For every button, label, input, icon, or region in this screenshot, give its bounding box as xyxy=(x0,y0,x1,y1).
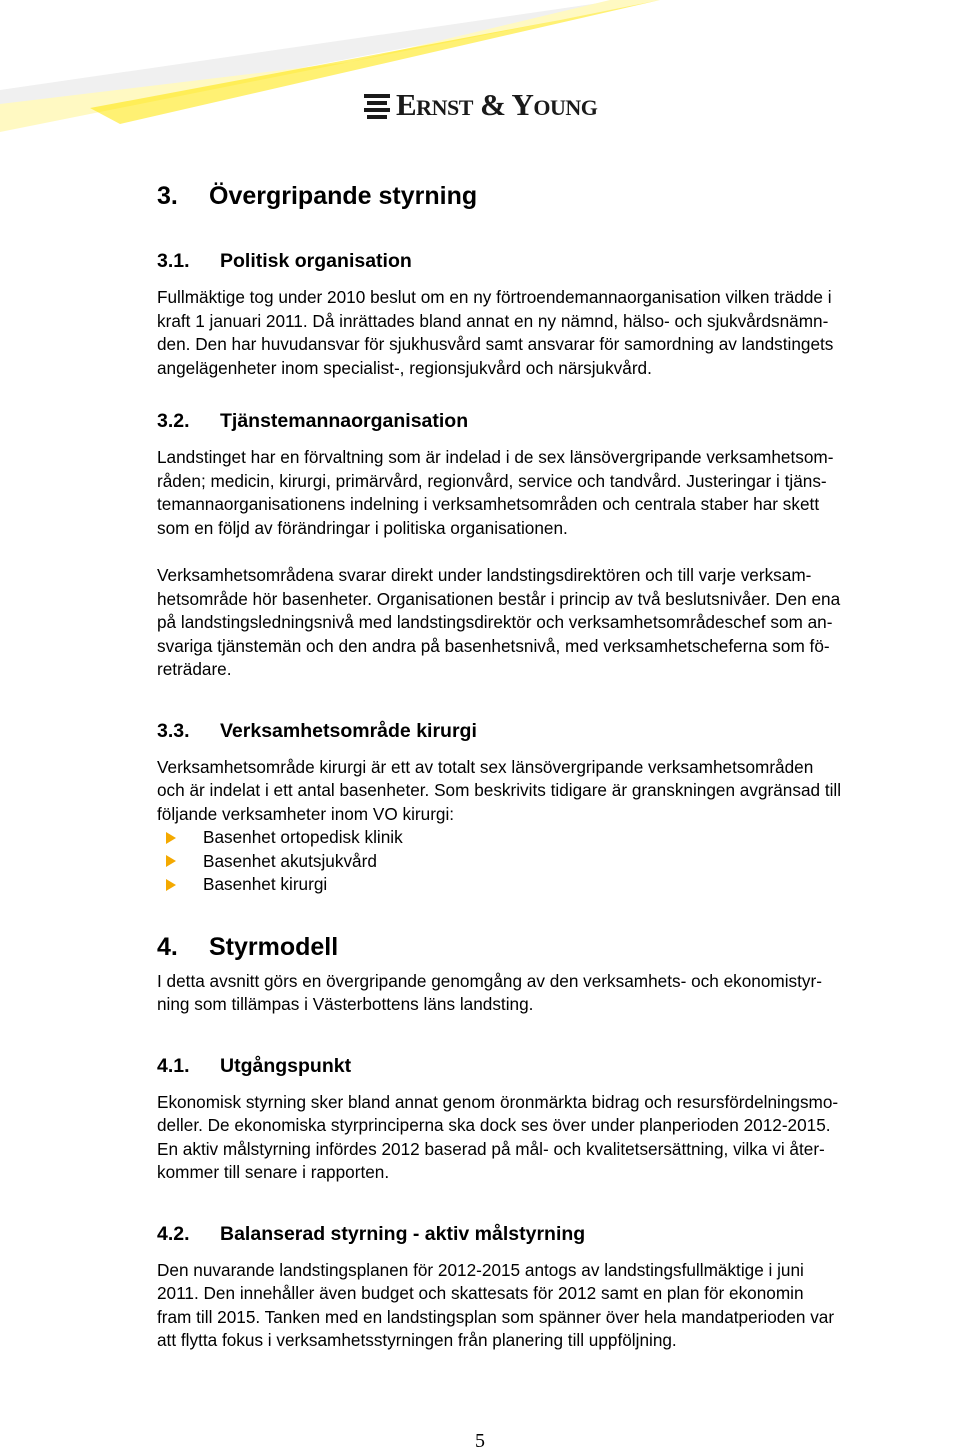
paragraph: Ekonomisk styrning sker bland annat genom öronmärkta bidrag och resursfördelningsmo- deller. De ekonomiska styrprinciperna ska dock ses över under planperioden 2012-2015. En aktiv målstyrning infördes 2012 baserad på mål- och kvalitetsersättning, vilka vi åter- kommer till senare i rapporten. xyxy=(157,1091,839,1182)
list-item: Basenhet akutsjukvård xyxy=(157,850,960,874)
heading-section-4-1: 4.1. Utgångspunkt xyxy=(157,1054,352,1077)
list-item: Basenhet ortopedisk klinik xyxy=(157,826,960,850)
heading-section-4-2: 4.2. Balanserad styrning - aktiv målstyrning xyxy=(157,1222,586,1245)
paragraph: Verksamhetsområdena svarar direkt under landstingsdirektören och till varje verksam- hetsområde hör basenheter. Organisationen består i princip av två beslutsnivåer. Den ena på landstingsledningsnivå med landstingsdirektör och verksamhetsområdeschef som an- svariga tjänstemän och den andra på basenhetsnivå, med verksamhetscheferna som fö- reträdare. xyxy=(157,565,841,679)
bullet-triangle-icon xyxy=(166,879,176,891)
paragraph: Den nuvarande landstingsplanen för 2012-2015 antogs av landstingsfullmäktige i juni 2011. Den innehåller även budget och skattesats för 2012 samt en plan för ekonomin fram till 2015. Tanken med en landstingsplan som spänner över hela mandatperioden var att flytta fokus i verksamhetsstyrningen från planering till uppföljning. xyxy=(157,1259,835,1350)
paragraph: Verksamhetsområde kirurgi är ett av totalt sex länsövergripande verksamhetsområden och är indelat i ett antal basenheter. Som beskrivits tidigare är granskningen avgränsad till följande verksamheter inom VO kirurgi: xyxy=(157,756,842,824)
bullet-list xyxy=(157,826,960,897)
paragraph: Landstinget har en förvaltning som är indelad i de sex länsövergripande verksamhetsom- råden; medicin, kirurgi, primärvård, regionvård, service och tandvård. Justeringar i tjäns- temannaorganisationens indelning i verksamhetsområden och centrala staber har skett som en följd av förändringar i politiska organisationen. xyxy=(157,447,834,538)
list-item: Basenhet kirurgi xyxy=(157,873,960,897)
heading-section-3-2: 3.2. Tjänstemannaorganisation xyxy=(157,410,469,432)
header-beam-graphic xyxy=(0,0,960,150)
bullet-triangle-icon xyxy=(166,855,176,867)
bullet-triangle-icon xyxy=(166,832,176,844)
page-number: 5 xyxy=(475,1430,485,1452)
heading-section-3-1: 3.1. Politisk organisation xyxy=(157,250,412,272)
paragraph: I detta avsnitt görs en övergripande genomgång av den verksamhets- och ekonomistyr- ning som tillämpas i Västerbottens läns landsting. xyxy=(157,970,822,1014)
heading-section-3-3: 3.3. Verksamhetsområde kirurgi xyxy=(157,719,477,742)
heading-section-3: 3. Övergripande styrning xyxy=(157,182,478,210)
logo-bars-icon xyxy=(364,91,392,119)
ernst-young-logo xyxy=(364,88,597,122)
heading-section-4: 4. Styrmodell xyxy=(157,932,339,961)
paragraph: Fullmäktige tog under 2010 beslut om en ny förtroendemannaorganisation vilken trädde i kraft 1 januari 2011. Då inrättades bland annat en ny nämnd, hälso- och sjukvårdsnämn- den. Den har huvudansvar för sjukhusvård samt ansvarar för samordning av landstingets angelägenheter inom specialist-, regionsjukvård och närsjukvård. xyxy=(157,287,834,378)
logo-wordmark: Ernst & Young xyxy=(396,87,598,122)
document-body xyxy=(157,178,960,1353)
